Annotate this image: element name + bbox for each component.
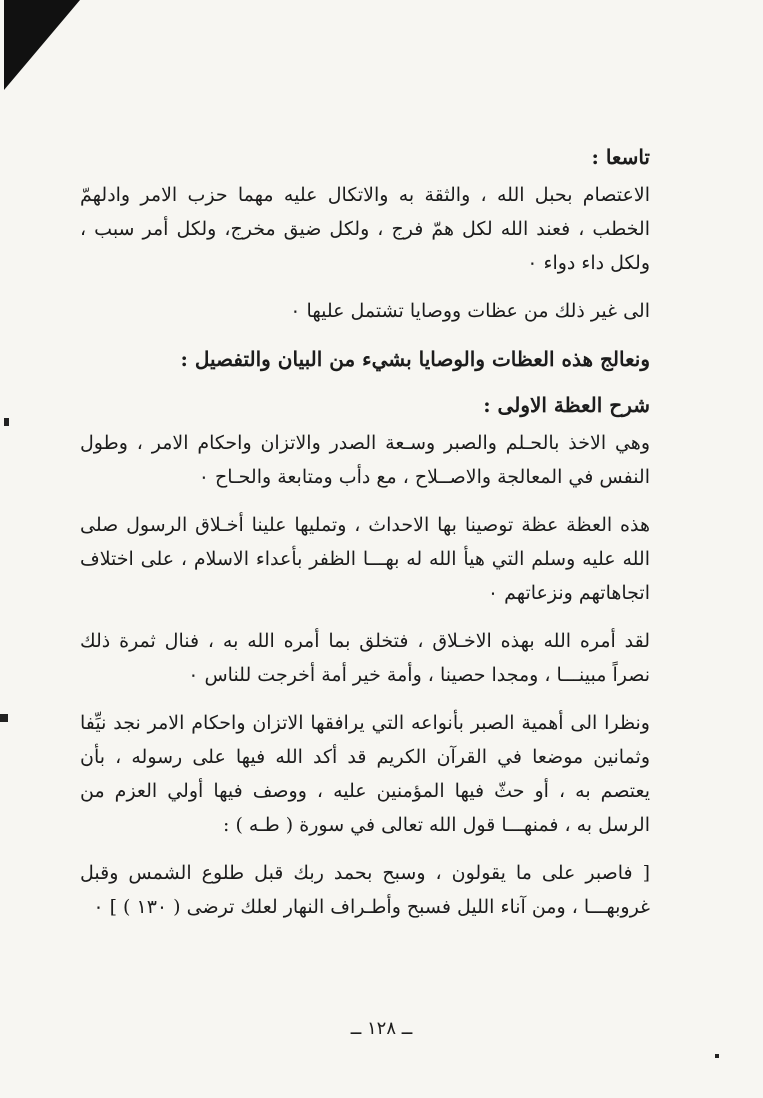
paragraph-fourth: ونظرا الى أهمية الصبر بأنواعه التي يرافقها الاتزان واحكام الامر نجد نيِّفا وثمانين موضعا في القرآن الكريم قد أكد الله فيها على رسوله ، بأن يعتصم به ، أو حثّ فيها المؤمنين عليه ، ووصف فيها أولي العزم من الرسل به ، فمنهـــا قول الله تعالى في سورة ( طـه ) : [80,712,650,836]
heading-treatment: ونعالج هذه العظات والوصايا بشيء من البيان والتفصيل : [180,347,650,371]
scan-speck [4,418,9,426]
paragraph-third: لقد أمره الله بهذه الاخـلاق ، فتخلق بما أمره الله به ، فنال ثمرة ذلك نصراً مبينـــا ، ومجدا حصينا ، وأمة خير أمة أخرجت للناس ٠ [80,630,650,686]
scan-speck [0,714,8,722]
paragraph-ninth: الاعتصام بحبل الله ، والثقة به والاتكال عليه مهما حزب الامر وادلهمّ الخطب ، فعند الله لكل همّ فرج ، ولكل ضيق مخرج، ولكل أمر سبب ، ولكل داء دواء ٠ [80,184,650,274]
page-corner-mark [4,0,84,92]
scan-speck [715,1054,719,1058]
paragraph-first: وهي الاخذ بالحـلم والصبر وسـعة الصدر والاتزان واحكام الامر ، وطول النفس في المعالجة والاصــلاح ، مع دأب ومتابعة والحـاح ٠ [80,432,650,488]
heading-first-sermon: شرح العظة الاولى : [483,393,650,417]
page-body [80,140,650,938]
paragraph-quran-quote: [ فاصبر على ما يقولون ، وسبح بحمد ربك قبل طلوع الشمس وقبل غروبهـــا ، ومن آناء الليل فسبح وأطـراف النهار لعلك ترضى ( ١٣٠ ) ] ٠ [80,862,650,918]
paragraph-second: هذه العظة عظة توصينا بها الاحداث ، وتمليها علينا أخـلاق الرسول صلى الله عليه وسلم التي هيأ الله له بهـــا الظفر بأعداء الاسلام ، على اختلاف اتجاهاتهم ونزعاتهم ٠ [80,514,650,604]
page-number: ــ ١٢٨ ــ [350,1018,413,1039]
paragraph-other-sermons: الى غير ذلك من عظات ووصايا تشتمل عليها ٠ [290,300,650,322]
heading-ninth: تاسعا : [591,145,650,169]
